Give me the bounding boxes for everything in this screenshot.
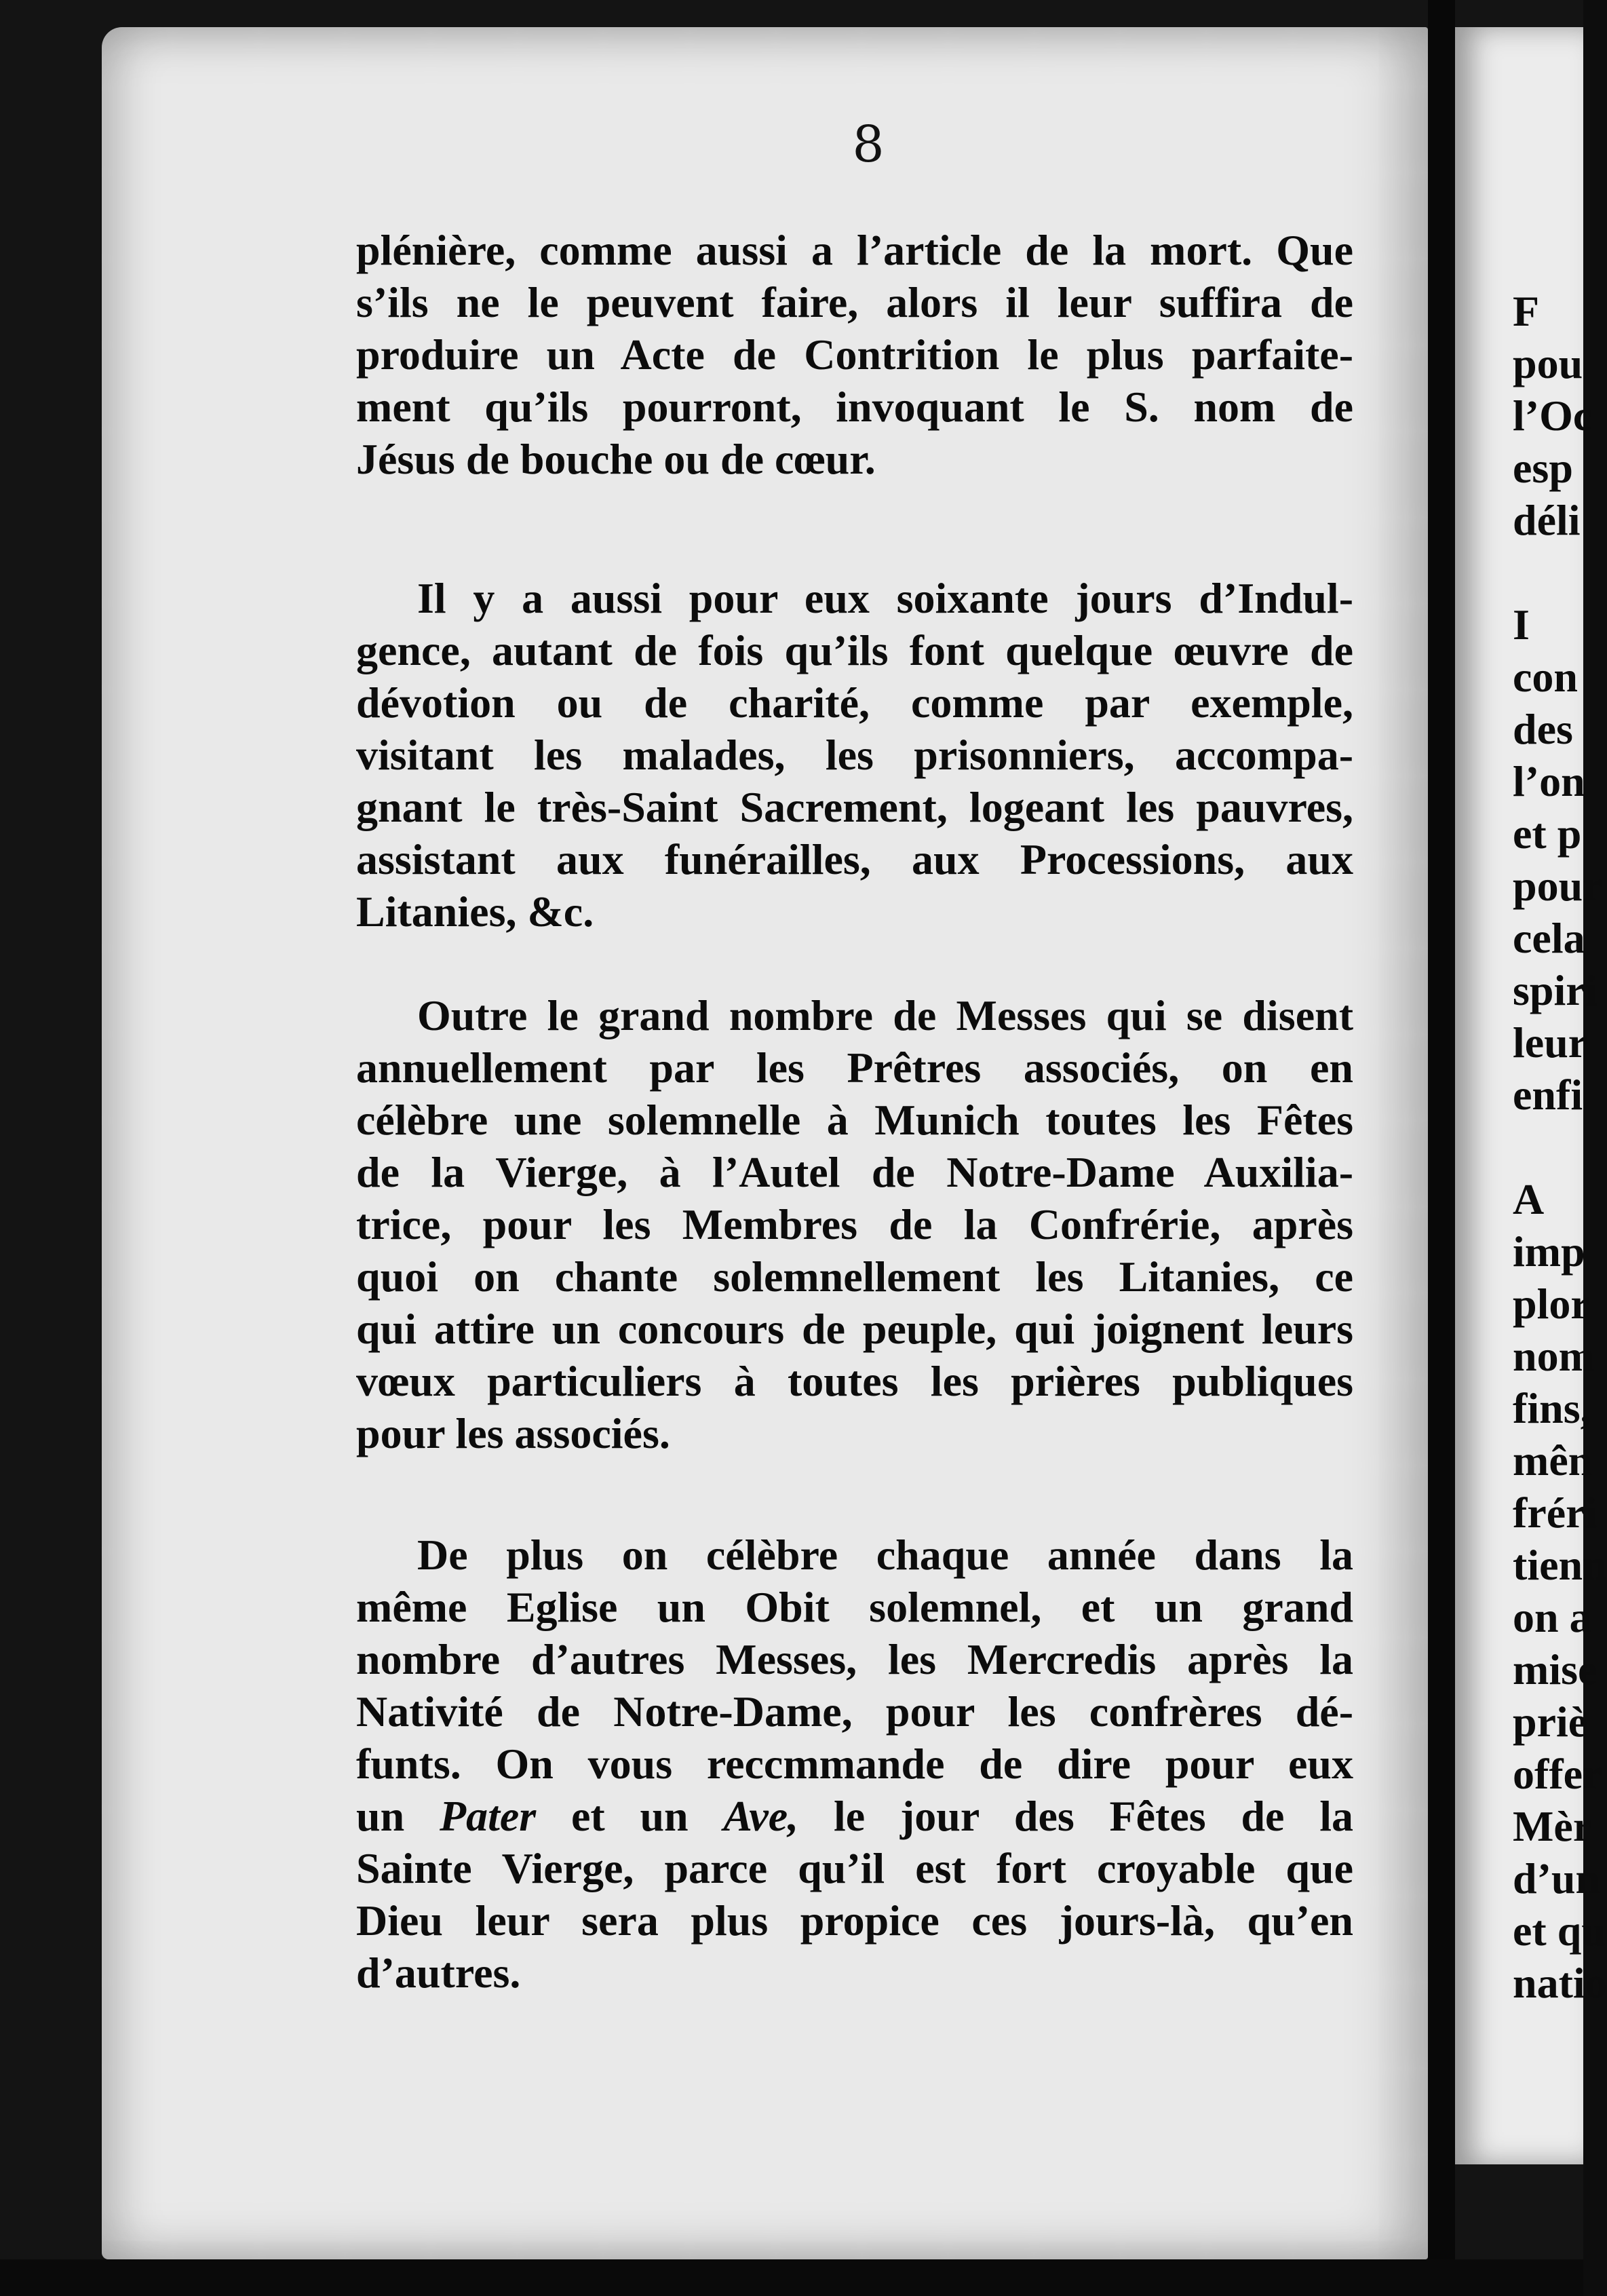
facing-page-fragment: des (1513, 705, 1573, 753)
text-line: de la Vierge, à l’Autel de Notre-Dame Auxilia- (356, 1148, 1353, 1196)
paragraph-2 (356, 572, 1353, 938)
text-line: dévotion ou de charité, comme par exemple, (356, 678, 1353, 727)
facing-page-fragment: on a (1513, 1593, 1591, 1641)
text-line: Litanies, &c. (356, 887, 594, 936)
paragraph-1 (356, 224, 1353, 485)
facing-page-fragment: leur (1513, 1018, 1588, 1067)
text-line: quoi on chante solemnellement les Litanies, ce (356, 1252, 1353, 1301)
page-number: 8 (852, 115, 885, 174)
facing-page-fragment: plor (1513, 1280, 1590, 1328)
facing-page-fragment: A (1513, 1175, 1545, 1223)
facing-page-fragment: priè (1513, 1698, 1588, 1746)
text-line: plénière, comme aussi a l’article de la mort. Que (356, 226, 1353, 274)
text-line: d’autres. (356, 1949, 521, 1997)
text-line: Nativité de Notre-Dame, pour les confrères dé- (356, 1687, 1353, 1736)
facing-page-fragment: spiri (1513, 966, 1598, 1014)
text-line: Outre le grand nombre de Messes qui se disent (417, 991, 1353, 1039)
text-line: visitant les malades, les prisonniers, accompa- (356, 731, 1353, 779)
facing-page-fragment: d’un (1513, 1854, 1600, 1902)
italic-word-pater: Pater (439, 1792, 537, 1840)
text-line: qui attire un concours de peuple, qui joignent leurs (356, 1305, 1353, 1353)
paragraph-4 (356, 1529, 1353, 1999)
text-line: même Eglise un Obit solemnel, et un grand (356, 1583, 1353, 1631)
facing-page-fragment: fréri (1513, 1489, 1598, 1537)
text-line: assistant aux funérailles, aux Processions, aux (356, 835, 1353, 883)
text-fragment: et un (570, 1792, 689, 1840)
text-line: vœux particuliers à toutes les prières publiques (356, 1357, 1353, 1405)
facing-page-fragment: enfi (1513, 1071, 1583, 1119)
paragraph-3 (356, 989, 1353, 1459)
book-binding (1428, 0, 1455, 2296)
facing-page-fragment: natio (1513, 1959, 1607, 2007)
scan-bottom-edge (0, 2259, 1583, 2296)
facing-page-fragment: et p (1513, 809, 1582, 858)
facing-page-fragment: mên (1513, 1436, 1593, 1485)
text-line-with-italics (356, 1790, 1353, 1842)
text-line: ment qu’ils pourront, invoquant le S. nom de (356, 383, 1353, 431)
text-line: célèbre une solemnelle à Munich toutes les Fêtes (356, 1096, 1353, 1144)
text-line: gnant le très-Saint Sacrement, logeant les pauvres, (356, 783, 1353, 831)
facing-page-fragment: mise (1513, 1645, 1598, 1694)
facing-page-fragment: fins, (1513, 1384, 1591, 1432)
text-line: annuellement par les Prêtres associés, on en (356, 1044, 1353, 1092)
text-line: Il y a aussi pour eux soixante jours d’Indul- (417, 574, 1353, 622)
text-line: nombre d’autres Messes, les Mercredis après la (356, 1635, 1353, 1683)
text-line: trice, pour les Membres de la Confrérie, après (356, 1200, 1353, 1248)
facing-page-fragment: nom (1513, 1332, 1595, 1380)
text-line: gence, autant de fois qu’ils font quelque œuvre de (356, 626, 1353, 674)
facing-page-fragment: Mèr (1513, 1802, 1593, 1850)
facing-page-fragment: l’Oc (1513, 391, 1593, 440)
facing-page-fragment: I (1513, 600, 1530, 649)
text-line: Dieu leur sera plus propice ces jours-là, qu’en (356, 1896, 1353, 1945)
facing-page-fragment: pou (1513, 339, 1583, 387)
italic-word-ave: Ave, (723, 1792, 799, 1840)
facing-page-fragment: cela (1513, 914, 1585, 962)
facing-page-fragment: esp (1513, 444, 1573, 492)
facing-page-fragment (1513, 1121, 1587, 1173)
text-line: s’ils ne le peuvent faire, alors il leur suffira de (356, 278, 1353, 326)
text-line: Sainte Vierge, parce qu’il est fort croyable que (356, 1844, 1353, 1892)
facing-page-fragment: F (1513, 287, 1540, 335)
facing-page-fragment (1513, 546, 1587, 598)
facing-page-fragment: con (1513, 653, 1578, 701)
facing-page-fragment: l’on (1513, 757, 1585, 805)
facing-page-text (1513, 285, 1607, 2009)
facing-page-fragment: pour (1513, 862, 1602, 910)
text-fragment: le jour des Fêtes de la (833, 1792, 1353, 1840)
text-line: produire un Acte de Contrition le plus parfaite- (356, 330, 1353, 379)
facing-page-fragment: offer (1513, 1750, 1602, 1798)
text-line: pour les associés. (356, 1409, 670, 1457)
facing-page-fragment: et qu (1513, 1907, 1606, 1955)
text-line: Jésus de bouche ou de cœur. (356, 435, 876, 483)
facing-page-fragment: déli (1513, 496, 1581, 544)
facing-page-fragment: tienn (1513, 1541, 1607, 1589)
text-line: funts. On vous reccmmande de dire pour eux (356, 1740, 1353, 1788)
facing-page-fragment: imp (1513, 1227, 1585, 1276)
text-line: De plus on célèbre chaque année dans la (417, 1531, 1353, 1579)
text-fragment: un (356, 1792, 405, 1840)
